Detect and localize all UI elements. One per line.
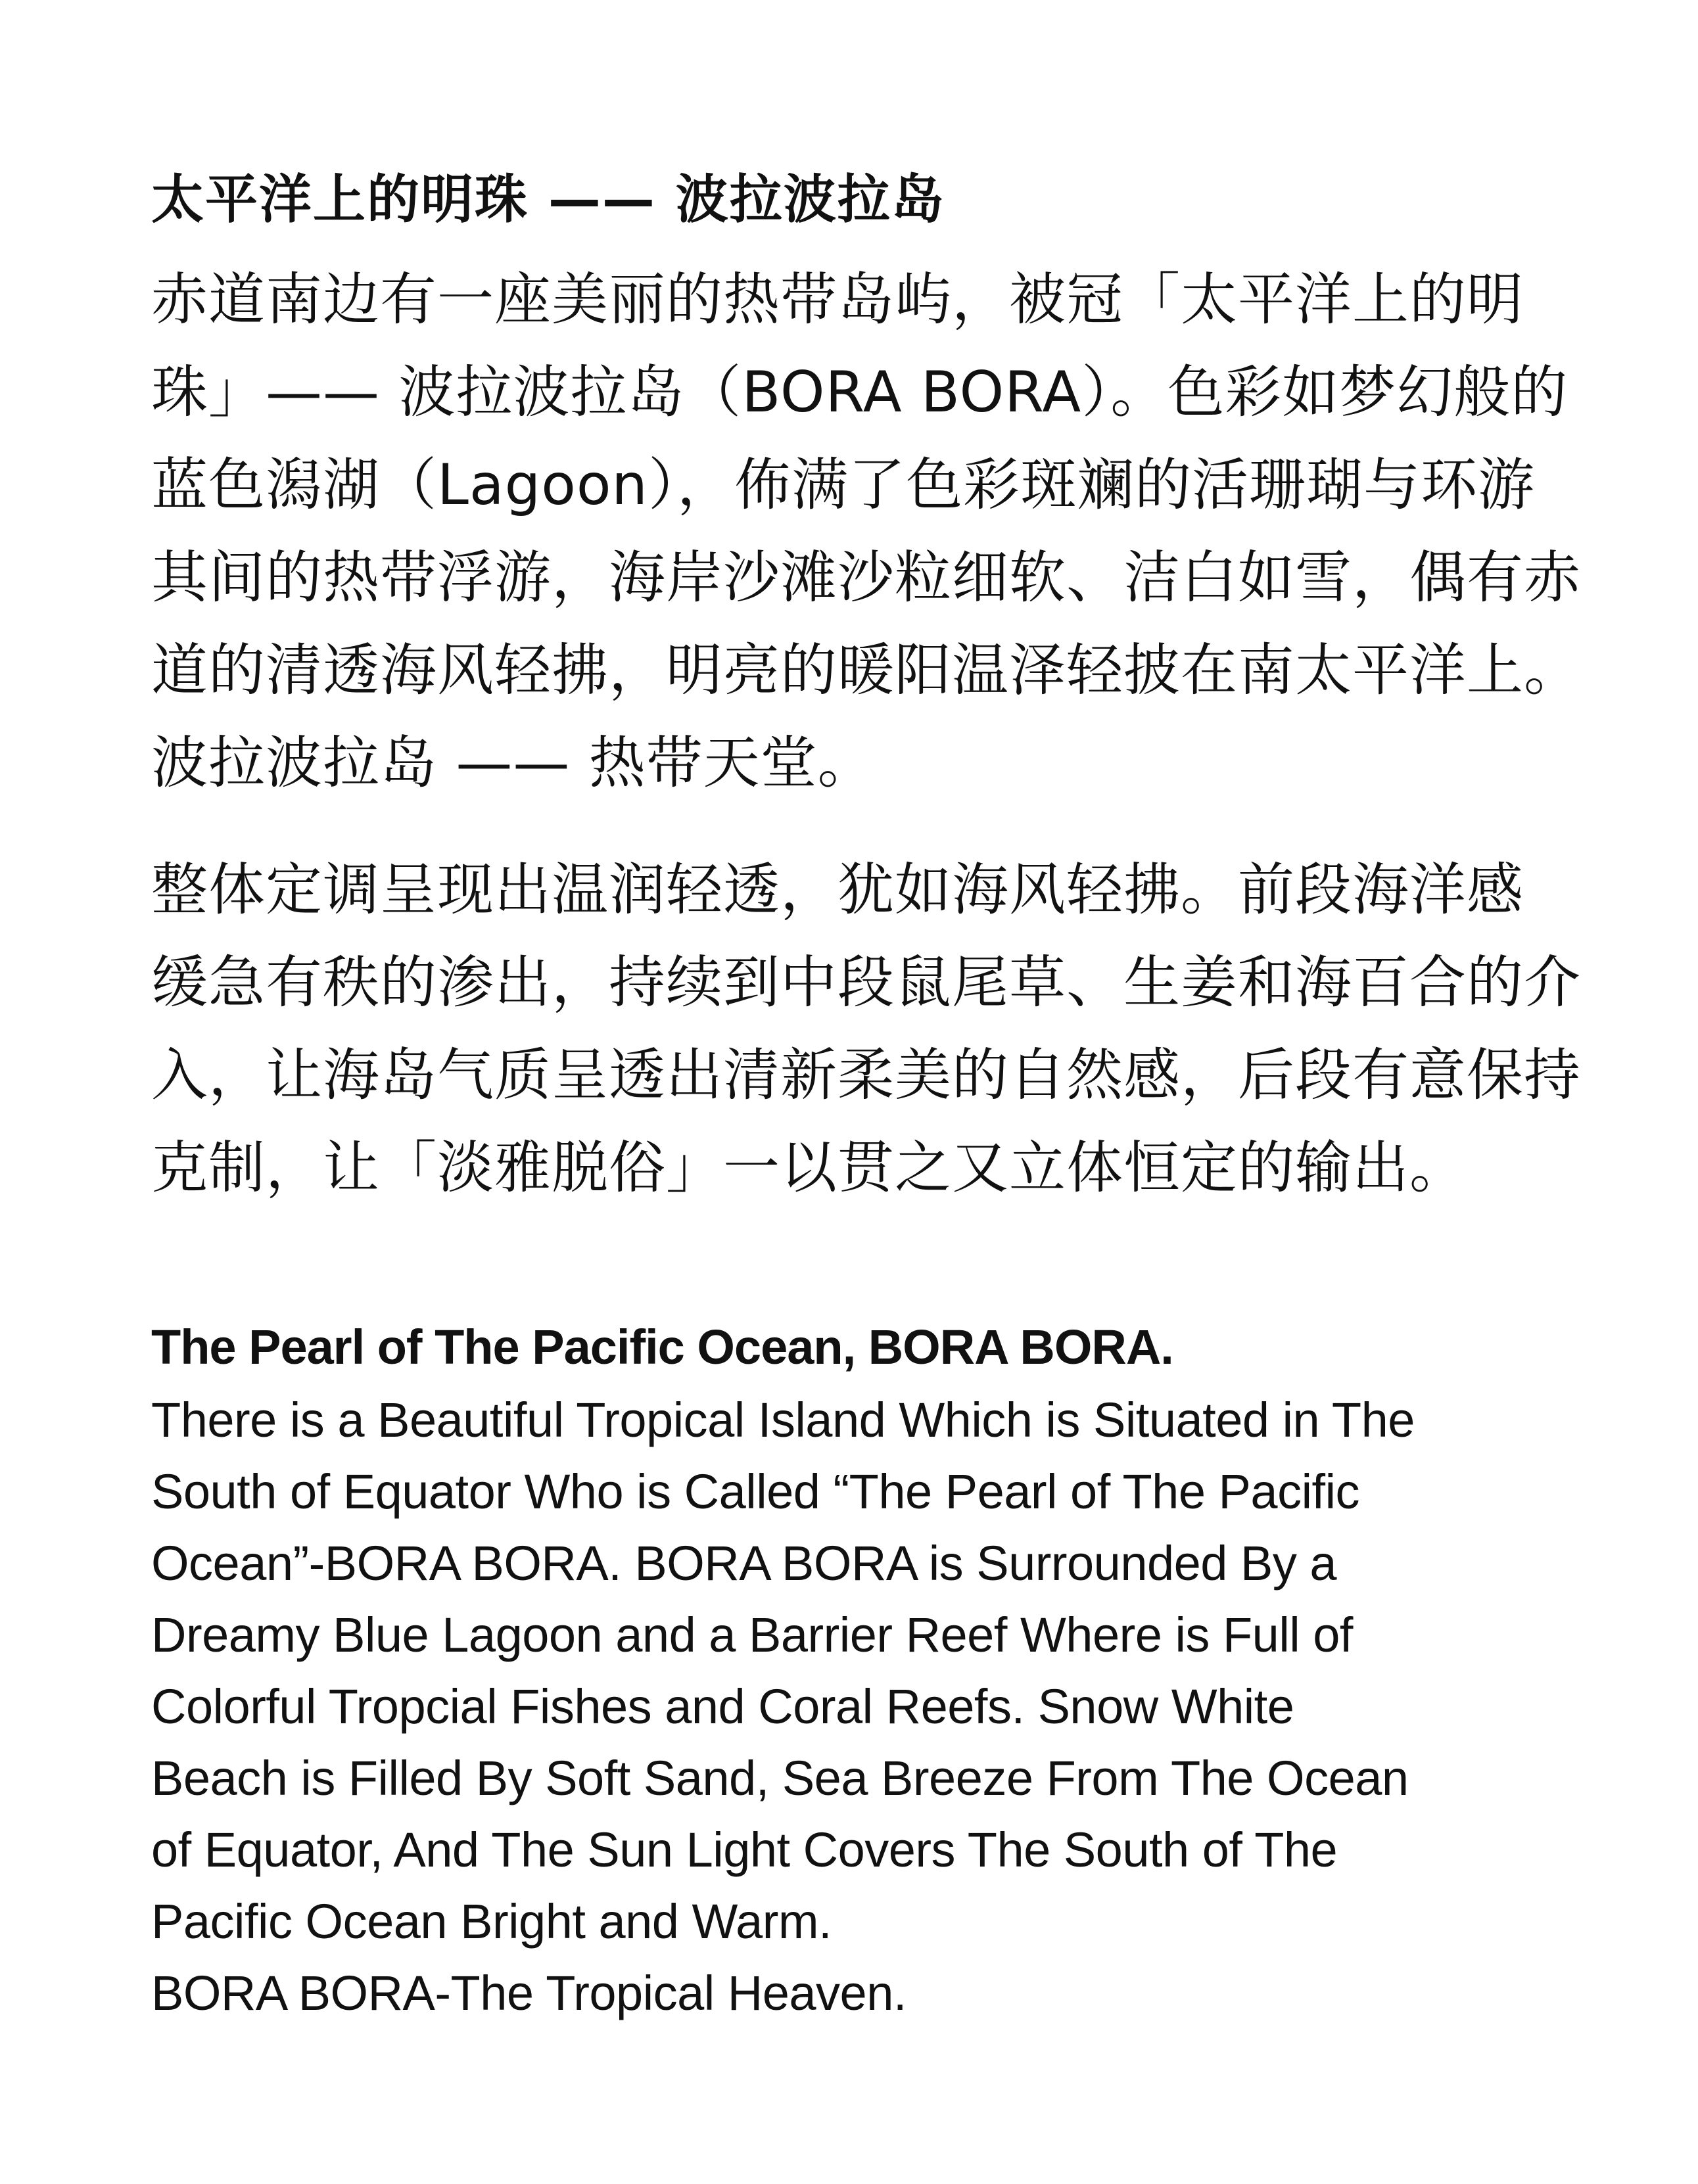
english-line: of Equator, And The Sun Light Covers The South of The — [151, 1823, 1338, 1877]
chinese-paragraph-2 — [151, 844, 1581, 1215]
paragraph-line: 道的清透海风轻拂，明亮的暖阳温泽轻披在南太平洋上。 — [151, 638, 1581, 703]
paragraph-line: 其间的热带浮游，海岸沙滩沙粒细软、洁白如雪，偶有赤 — [151, 545, 1581, 611]
english-section — [151, 1311, 1558, 2029]
english-line: Beach is Filled By Soft Sand, Sea Breeze From The Ocean — [151, 1751, 1409, 1805]
paragraph-line: 入，让海岛气质呈透出清新柔美的自然感，后段有意保持 — [151, 1042, 1581, 1108]
chinese-paragraph-1 — [151, 254, 1581, 810]
document-page — [151, 164, 1581, 2029]
paragraph-spacer — [151, 810, 1558, 844]
paragraph-line: 整体定调呈现出温润轻透，犹如海风轻拂。前段海洋感 — [151, 857, 1524, 923]
paragraph-line: 波拉波拉岛 —— 热带天堂。 — [151, 730, 875, 796]
paragraph-line: 克制，让「淡雅脱俗」一以贯之又立体恒定的输出。 — [151, 1135, 1467, 1201]
paragraph-line: 蓝色潟湖（Lagoon），佈满了色彩斑斓的活珊瑚与环游 — [151, 452, 1535, 518]
english-title: The Pearl of The Pacific Ocean, BORA BORA. — [151, 1320, 1173, 1374]
english-line: Pacific Ocean Bright and Warm. — [151, 1894, 832, 1949]
paragraph-line: 珠」—— 波拉波拉岛（BORA BORA）。色彩如梦幻般的 — [151, 360, 1568, 425]
english-line: South of Equator Who is Called “The Pearl of The Pacific — [151, 1464, 1360, 1519]
english-line: Colorful Tropcial Fishes and Coral Reefs. Snow White — [151, 1679, 1294, 1734]
paragraph-line: 赤道南边有一座美丽的热带岛屿，被冠「太平洋上的明 — [151, 267, 1524, 333]
english-line: Ocean”-BORA BORA. BORA BORA is Surrounded By a — [151, 1536, 1337, 1591]
english-line: BORA BORA-The Tropical Heaven. — [151, 1966, 907, 2020]
paragraph-line: 缓急有秩的渗出，持续到中段鼠尾草、生姜和海百合的介 — [151, 950, 1581, 1015]
chinese-title: 太平洋上的明珠 —— 波拉波拉岛 — [151, 169, 945, 230]
english-line: There is a Beautiful Tropical Island Which is Situated in The — [151, 1393, 1415, 1447]
english-line: Dreamy Blue Lagoon and a Barrier Reef Where is Full of — [151, 1608, 1353, 1662]
